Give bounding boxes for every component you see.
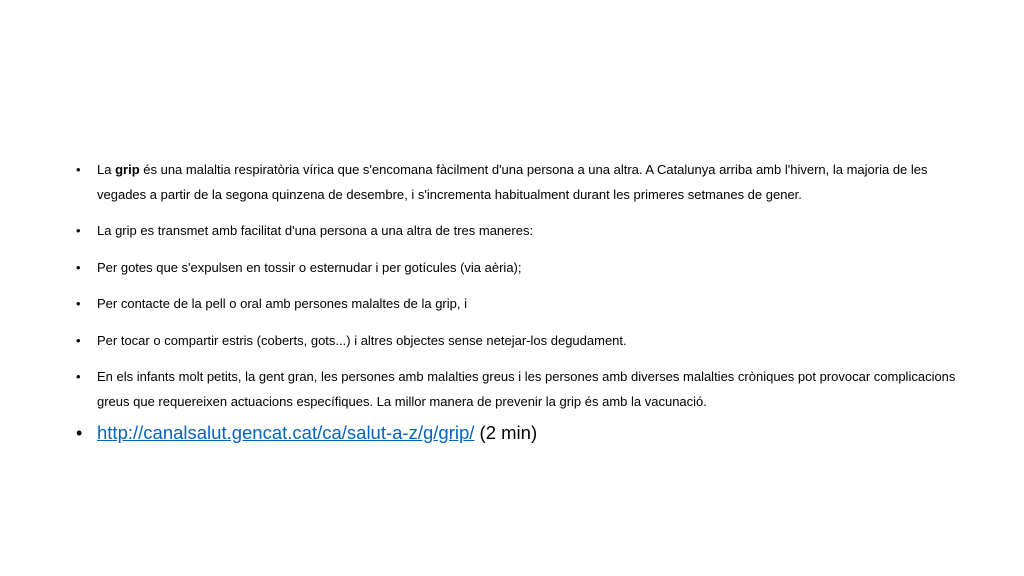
- bullet-text-prefix: La: [97, 162, 116, 177]
- bullet-text: Per gotes que s'expulsen en tossir o esternudar i per gotícules (via aèria);: [97, 259, 522, 275]
- bullet-dot-icon: •: [76, 223, 81, 238]
- link-duration-text: (2 min): [474, 422, 538, 443]
- bullet-item-grip-definition: [76, 158, 956, 207]
- canalsalut-link[interactable]: http://canalsalut.gencat.cat/ca/salut-a-z/g/grip/: [97, 422, 475, 443]
- bullet-dot-icon: •: [76, 332, 81, 348]
- bullet-dot-icon: •: [76, 162, 81, 177]
- bullet-text: La grip es transmet amb facilitat d'una persona a una altra de tres maneres:: [97, 223, 534, 238]
- bullet-item-transmission: [76, 219, 956, 244]
- bullet-dot-icon: •: [76, 369, 81, 384]
- bullet-item-droplets: [76, 256, 956, 281]
- bullet-list: [76, 158, 956, 459]
- bullet-text: Per contacte de la pell o oral amb persones malaltes de la grip, i: [97, 296, 467, 311]
- bullet-item-objects: [76, 329, 956, 354]
- bullet-item-link: [76, 419, 956, 447]
- bullet-dot-icon: •: [76, 423, 83, 443]
- bullet-dot-icon: •: [76, 296, 81, 311]
- bullet-dot-icon: •: [76, 259, 81, 275]
- bullet-text-bold: grip: [115, 162, 140, 177]
- bullet-item-contact: [76, 292, 956, 317]
- bullet-text: En els infants molt petits, la gent gran, les persones amb malalties greus i les persones amb diverses malalties cròniques pot provocar complicacions greus que requereixen actuacions específiques. La millor manera de prevenir la grip és amb la vacunació.: [97, 369, 956, 409]
- bullet-text: Per tocar o compartir estris (coberts, gots...) i altres objectes sense netejar-los degudament.: [97, 332, 627, 348]
- bullet-item-complications: [76, 365, 956, 414]
- bullet-text-rest: és una malaltia respiratòria vírica que s'encomana fàcilment d'una persona a una altra. A Catalunya arriba amb l'hivern, la majoria de les vegades a partir de la segona quinzena de desembre, i s'incrementa habitualment durant les primeres setmanes de gener.: [97, 162, 928, 202]
